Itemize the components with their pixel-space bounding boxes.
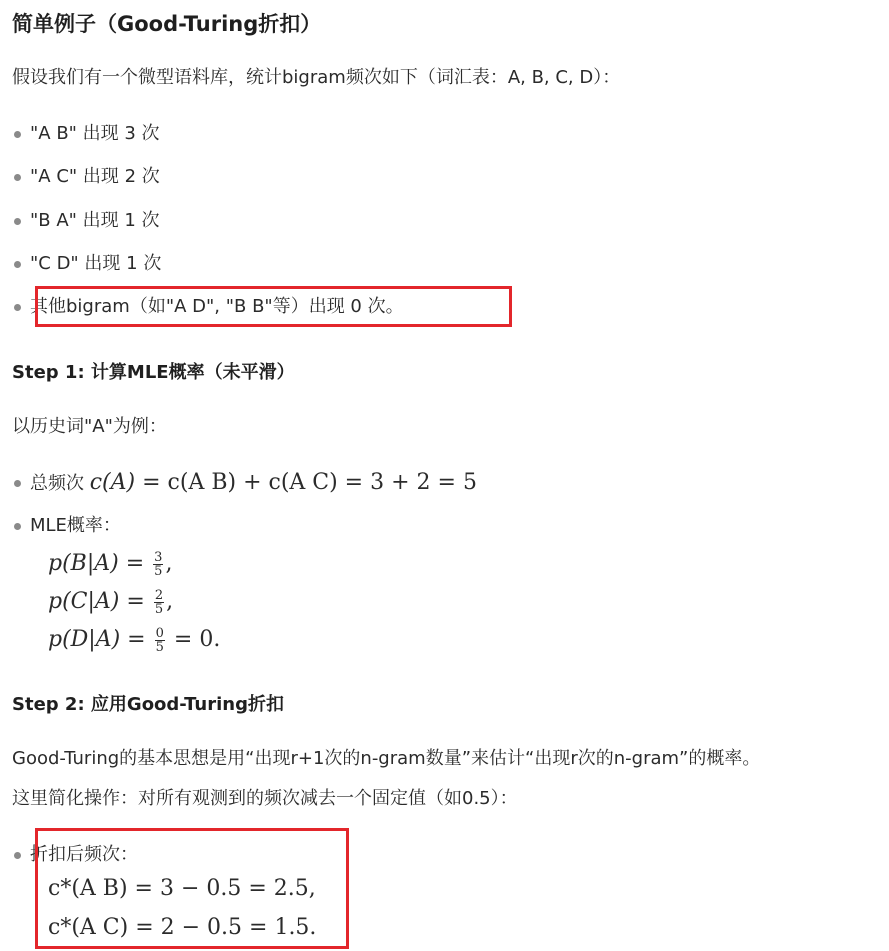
formula-tail: , xyxy=(166,589,174,614)
bullet-icon xyxy=(14,480,21,487)
list-item-text: "A B" 出现 3 次 xyxy=(30,123,160,144)
list-item xyxy=(30,469,477,498)
mle-formula-line xyxy=(48,549,172,579)
bullet-icon xyxy=(14,174,21,181)
history-paragraph: 以历史词"A"为例： xyxy=(12,416,167,437)
highlight-box xyxy=(35,828,349,949)
list-item xyxy=(30,163,160,191)
total-formula xyxy=(90,470,477,495)
fraction-numerator: 2 xyxy=(154,587,164,603)
fraction-numerator: 0 xyxy=(155,625,164,641)
fraction xyxy=(155,627,165,654)
mle-formula-line xyxy=(48,625,220,655)
formula-tail: , xyxy=(165,551,173,576)
formula-rhs: = c(A B) + c(A C) = 3 + 2 = 5 xyxy=(142,470,477,495)
fraction xyxy=(154,589,164,616)
discount-formula-line: c*(A B) = 3 − 0.5 = 2.5, xyxy=(48,876,316,901)
bullet-icon xyxy=(14,261,21,268)
simplification-paragraph: 这里简化操作：对所有观测到的频次减去一个固定值（如0.5）： xyxy=(12,788,518,809)
intro-paragraph: 假设我们有一个微型语料库，统计bigram频次如下（词汇表：A, B, C, D）： xyxy=(12,67,621,88)
step2-heading: Step 2: 应用Good-Turing折扣 xyxy=(12,694,284,715)
mle-formula-line xyxy=(48,587,173,617)
list-item-text: "C D" 出现 1 次 xyxy=(30,253,162,274)
step1-heading: Step 1: 计算MLE概率（未平滑） xyxy=(12,362,295,383)
bullet-icon xyxy=(14,304,21,311)
formula-lhs: p(C|A) = xyxy=(48,589,145,614)
highlight-box xyxy=(35,286,512,327)
bullet-icon xyxy=(14,852,21,859)
list-item xyxy=(30,207,160,235)
formula-lhs: p(B|A) = xyxy=(48,551,145,576)
fraction-denominator: 5 xyxy=(155,639,164,655)
bullet-icon xyxy=(14,523,21,530)
list-item xyxy=(30,512,121,540)
mle-label: MLE概率： xyxy=(30,515,121,536)
list-item-text: 其他bigram（如"A D", "B B"等）出现 0 次。 xyxy=(30,296,404,317)
bullet-icon xyxy=(14,131,21,138)
formula-tail: = 0. xyxy=(173,627,221,652)
fraction-denominator: 5 xyxy=(154,601,164,617)
list-item xyxy=(30,120,160,148)
section-title: 简单例子（Good-Turing折扣） xyxy=(12,12,322,36)
formula-lhs: p(D|A) = xyxy=(48,627,146,652)
fraction-denominator: 5 xyxy=(154,563,163,579)
list-item xyxy=(30,250,161,278)
fraction-numerator: 3 xyxy=(154,549,163,565)
bullet-icon xyxy=(14,218,21,225)
list-item-text: "A C" 出现 2 次 xyxy=(30,166,160,187)
total-label: 总频次 xyxy=(30,473,84,494)
formula-lhs: c(A) xyxy=(89,470,136,495)
good-turing-paragraph: Good-Turing的基本思想是用“出现r+1次的n-gram数量”来估计“出现r次的n-gram”的概率。 xyxy=(12,748,761,769)
discount-formula-line: c*(A C) = 2 − 0.5 = 1.5. xyxy=(48,915,317,940)
list-item-text: "B A" 出现 1 次 xyxy=(30,210,160,231)
fraction xyxy=(153,551,163,578)
discount-label: 折扣后频次： xyxy=(30,844,138,865)
